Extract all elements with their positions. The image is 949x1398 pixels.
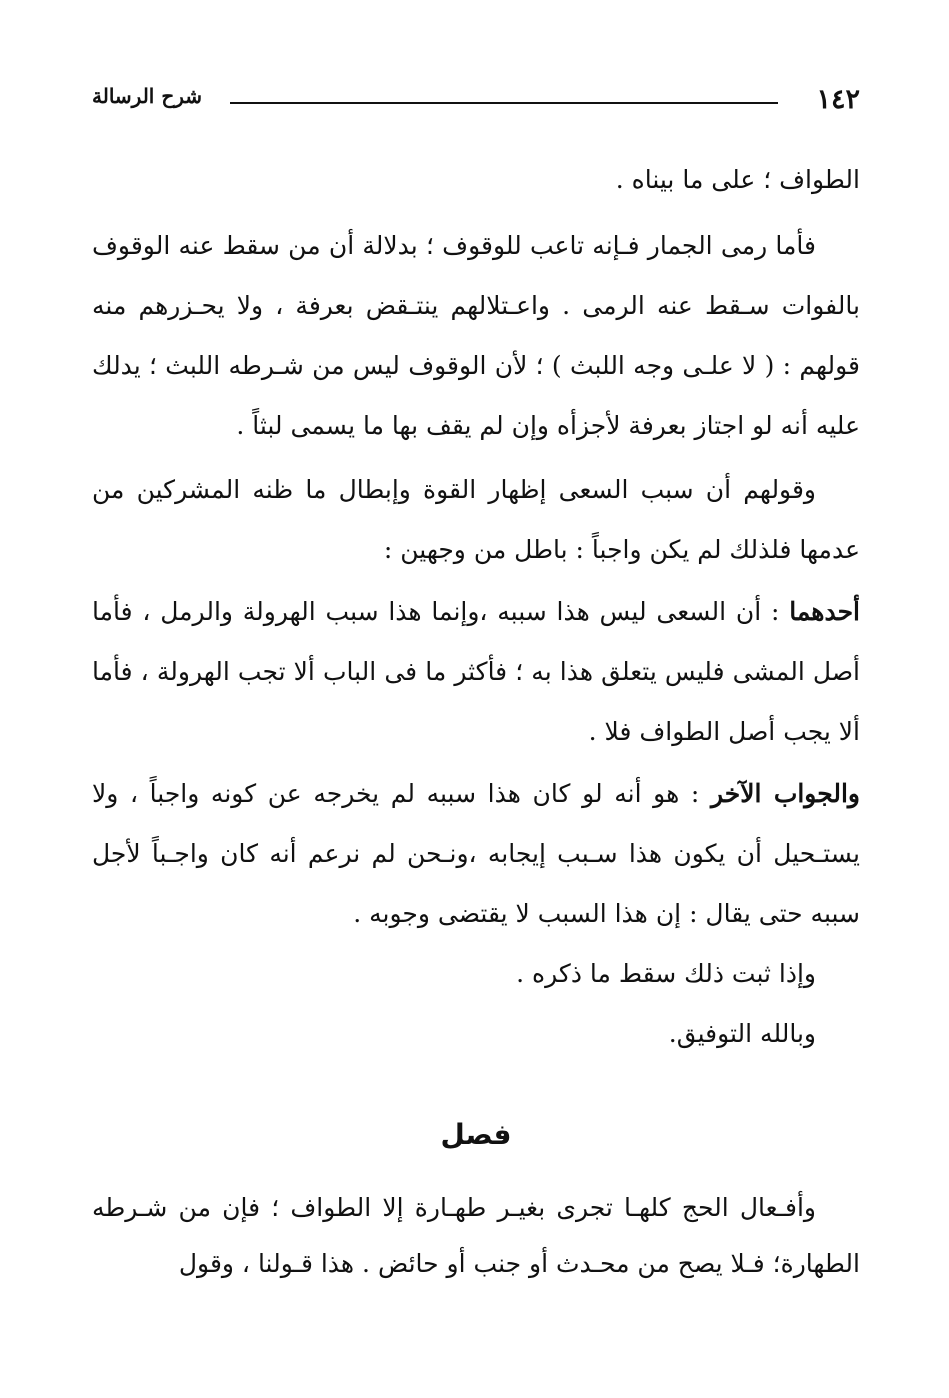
paragraph-conclusion [92,944,860,1004]
body-text [92,150,860,1064]
paragraph-text: الطواف ؛ على ما بيناه . [615,165,860,194]
paragraph-text: فأما رمى الجمار فـإنه تاعب للوقوف ؛ بدلالة أن من سقط عنه الوقوف بالفوات سـقط عنه الرمى . واعـتلالهم ينتـقض بعرفة ، ولا يحـزرهم منه قولهم : ( لا علـى وجه اللبث ) ؛ لأن الوقوف ليس من شـرطه اللبث ؛ يدلك عليه أنه لو اجتاز بعرفة لأجزأه وإن لم يقف بها ما يسمى لبثاً . [92,231,860,440]
paragraph-ramy [92,216,860,456]
running-title: شرح الرسالة [92,84,203,108]
paragraph-text: وقولهم أن سبب السعى إظهار القوة وإبطال ما ظنه المشركين من عدمها فلذلك لم يكن واجباً : باطل من وجهين : [92,475,860,564]
paragraph-closing [92,1004,860,1064]
paragraph-text: وأفـعال الحج كلهـا تجرى بغيـر طهـارة إلا الطواف ؛ فإن من شـرطه الطهارة؛ فـلا يصح من محـدث أو جنب أو حائض . هذا قـولنا ، وقول [92,1193,860,1278]
paragraph-sa3y [92,460,860,580]
header-rule [230,102,778,104]
paragraph-text: : هو أنه لو كان هذا سببه لم يخرجه عن كونه واجباً ، ولا يستـحيل أن يكون هذا سـبب إيجابه ،ونـحن لم نرعم أنه كان واجـباً لأجل سببه حتى يقال : إن هذا السبب لا يقتضى وجوبه . [92,779,860,928]
paragraph-lead: أحدهما [789,597,860,626]
page-number: ١٤٢ [816,84,860,115]
section-heading: فصل [440,1118,512,1151]
paragraph-text: وإذا ثبت ذلك سقط ما ذكره . [516,959,816,988]
page-header [92,80,860,120]
paragraph-second-answer [92,764,860,944]
section-body [92,1180,860,1292]
paragraph-section [92,1180,860,1292]
paragraph-continuation [92,150,860,210]
paragraph-text: : أن السعى ليس هذا سببه ،وإنما هذا سبب الهرولة والرمل ، فأما أصل المشى فليس يتعلق هذا به ؛ فأكثر ما فى الباب ألا تجب الهرولة ، فأما ألا يجب أصل الطواف فلا . [92,597,860,746]
paragraph-lead: والجواب الآخر [710,779,860,808]
paragraph-first-answer [92,582,860,762]
paragraph-text: وبالله التوفيق. [668,1019,816,1048]
